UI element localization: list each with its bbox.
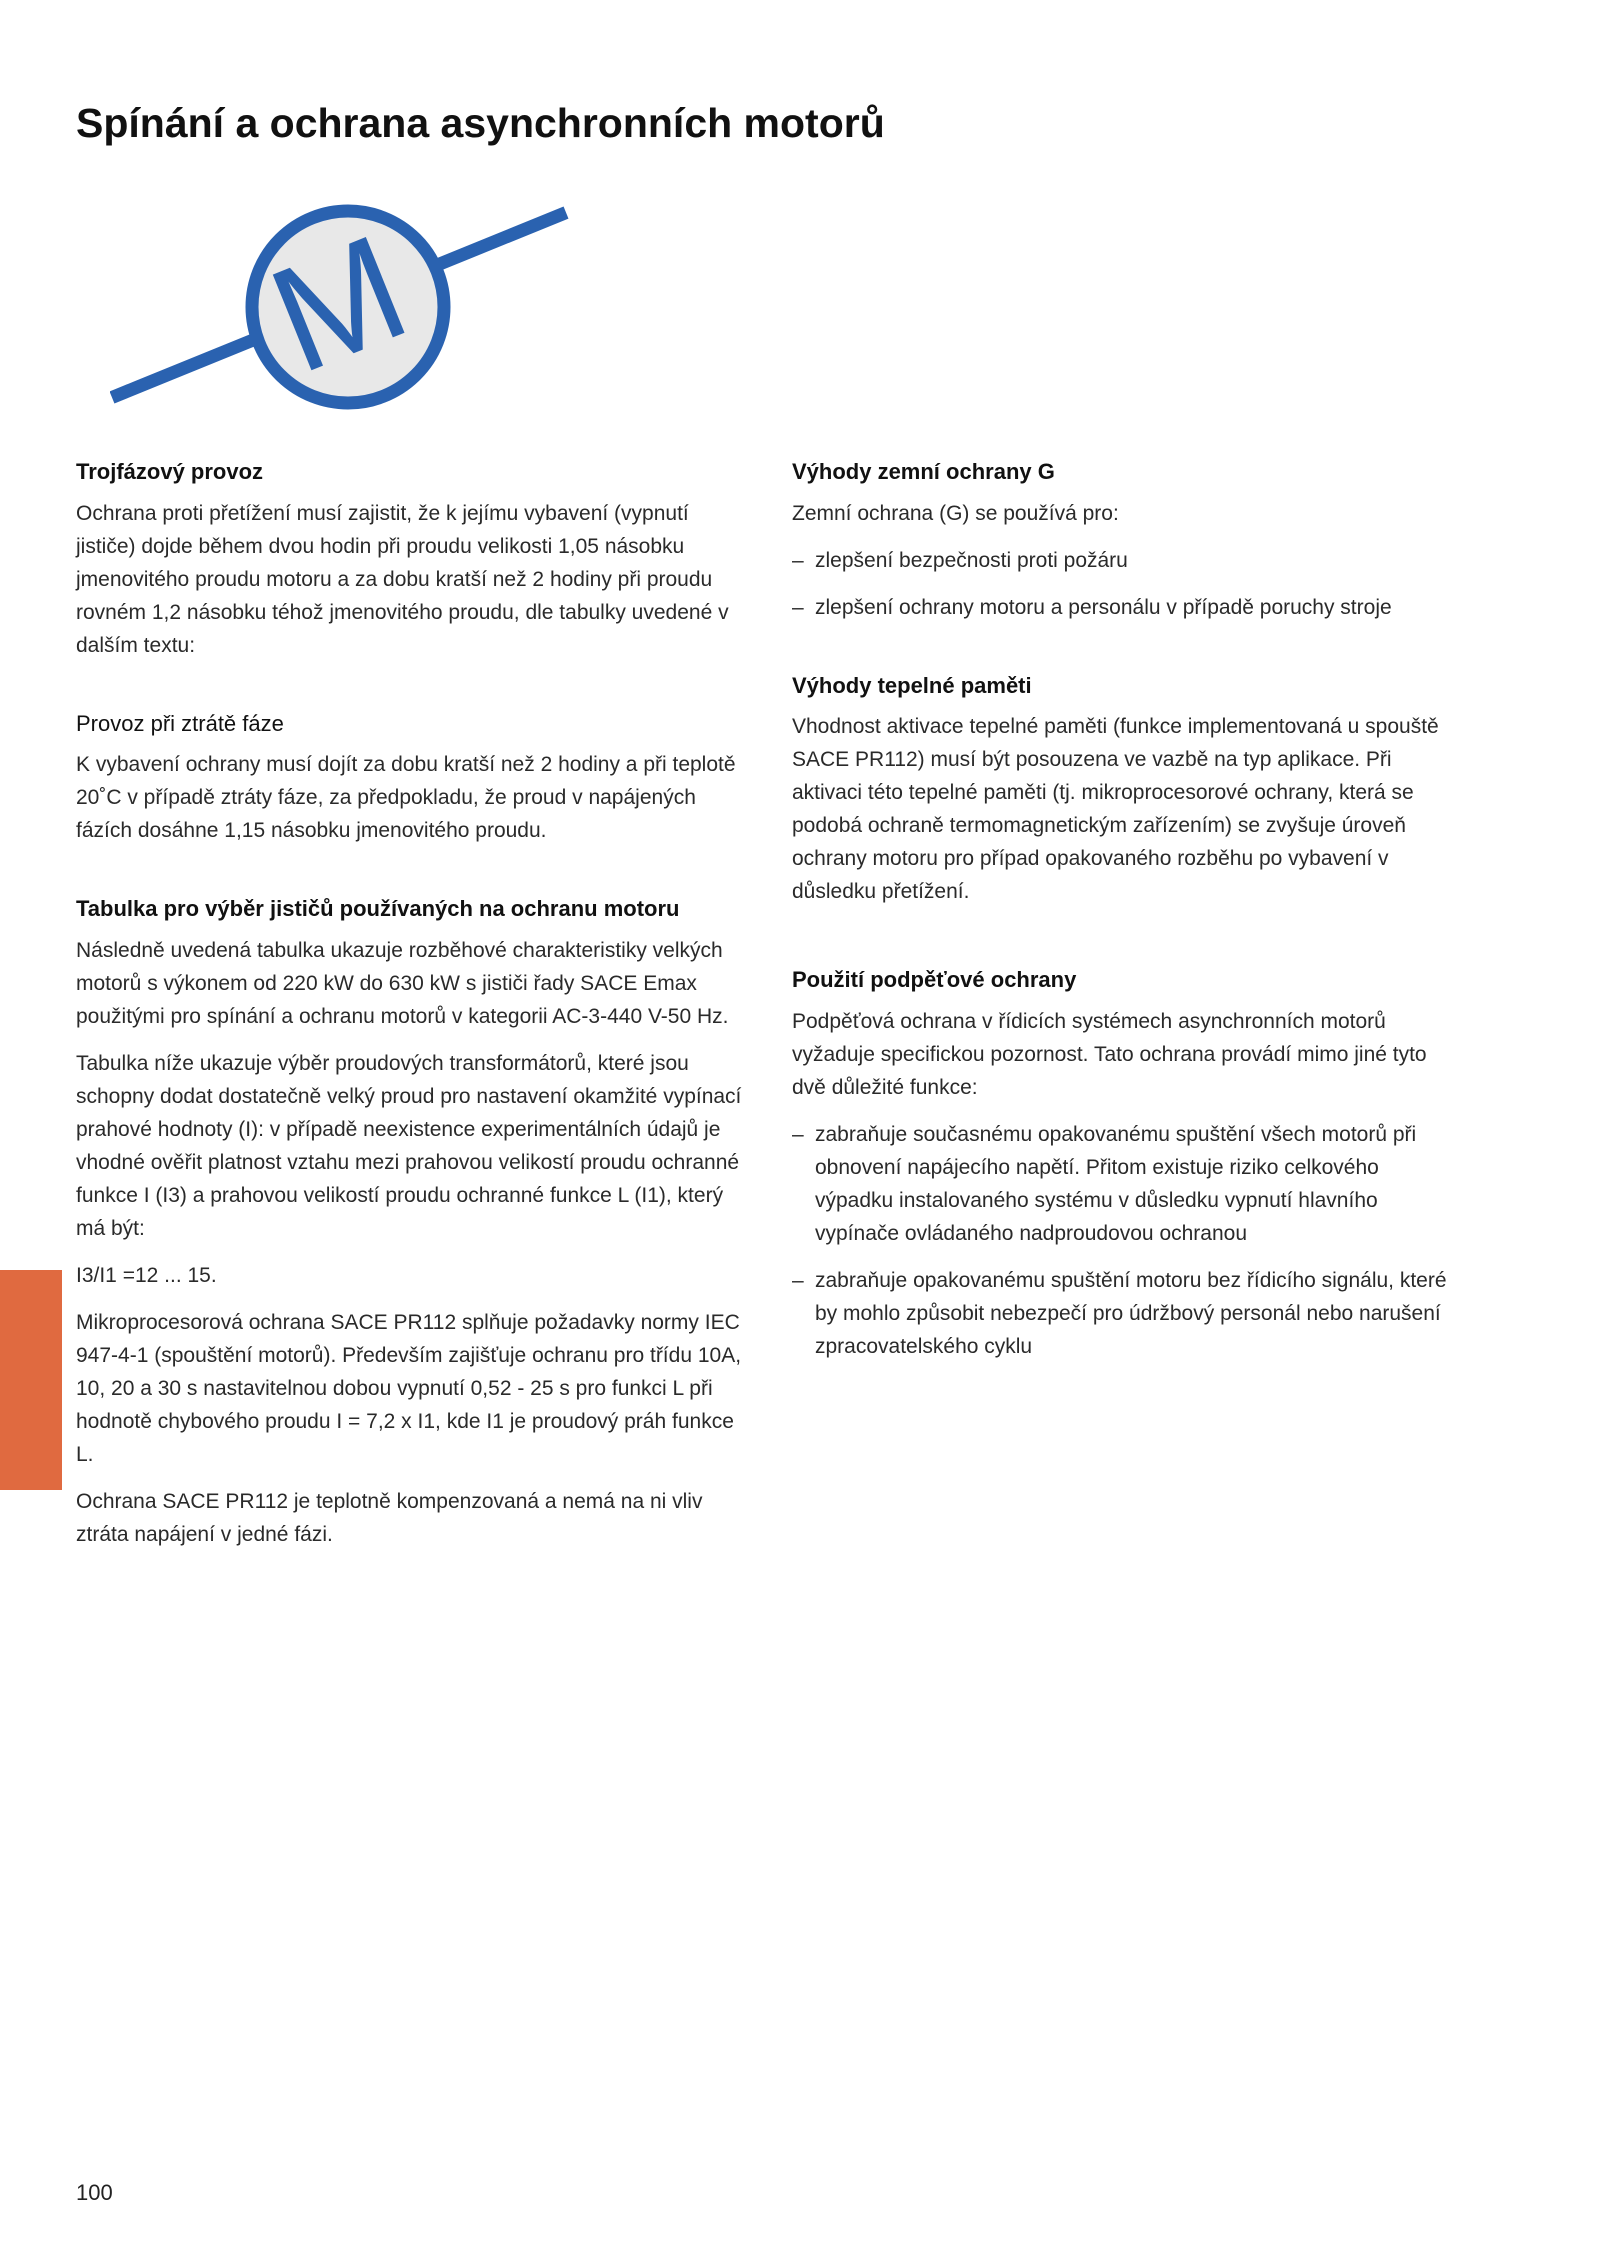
paragraph: Podpěťová ochrana v řídicích systémech asynchronních motorů vyžaduje specifickou pozornost. Tato ochrana provádí mimo jiné tyto dvě důležité funkce: <box>792 1009 1427 1099</box>
motor-symbol-icon <box>110 185 580 440</box>
page-title: Spínání a ochrana asynchronních motorů <box>76 100 885 146</box>
paragraph: Tabulka níže ukazuje výběr proudových transformátorů, které jsou schopny dodat dostatečně velký proud pro nastavení okamžité vypínací prahové hodnoty (I): v případě neexistence experimentálních údajů je vhodné ověřit platnost vztahu mezi prahovou velikostí proudu ochranné funkce I (I3) a prahovou velikostí proudu ochranné funkce L (I1), který má být: <box>76 1051 742 1240</box>
list-item: – zlepšení bezpečnosti proti požáru <box>792 544 1462 577</box>
section-three-phase <box>76 458 746 662</box>
list-item: – zabraňuje opakovanému spuštění motoru bez řídicího signálu, které by mohlo způsobit nebezpečí pro údržbový personál nebo narušení zpracovatelského cyklu <box>792 1264 1462 1363</box>
bullet-list <box>792 1118 1462 1363</box>
side-tab-marker <box>0 1270 62 1490</box>
section-heading: Výhody zemní ochrany G <box>792 459 1055 484</box>
paragraph: Mikroprocesorová ochrana SACE PR112 splňuje požadavky normy IEC 947-4-1 (spouštění motorů). Především zajišťuje ochranu pro třídu 10A, 10, 20 a 30 s nastavitelnou dobou vypnutí 0,52 - 25 s pro funkci L při hodnotě chybového proudu I = 7,2 x I1, kde I1 je proudový práh funkce L. <box>76 1310 742 1466</box>
paragraph: I3/I1 =12 ... 15. <box>76 1263 217 1287</box>
paragraph: K vybavení ochrany musí dojít za dobu kratší než 2 hodiny a při teplotě 20˚C v případě ztráty fáze, za předpokladu, že proud v napájených fázích dosáhne 1,15 násobku jmenovitého proudu. <box>76 753 736 843</box>
section-heading: Výhody tepelné paměti <box>792 672 1032 698</box>
motor-symbol-letter: M <box>249 202 428 405</box>
paragraph: Zemní ochrana (G) se používá pro: <box>792 501 1119 525</box>
section-heading: Použití podpěťové ochrany <box>792 967 1077 993</box>
list-item: – zabraňuje současnému opakovanému spuštění všech motorů při obnovení napájecího napětí. Přitom existuje riziko celkového výpadku instalovaného systému v důsledku vypnutí hlavního vypínače ovládaného nadproudovou ochranou <box>792 1118 1462 1250</box>
paragraph: Následně uvedená tabulka ukazuje rozběhové charakteristiky velkých motorů s výkonem od 220 kW do 630 kW s jističi řady SACE Emax použitými pro spínání a ochranu motorů v kategorii AC-3-440 V-50 Hz. <box>76 938 729 1028</box>
section-heading: Tabulka pro výběr jističů používaných na ochranu motoru <box>76 896 680 922</box>
page-number: 100 <box>76 2180 113 2205</box>
paragraph: Vhodnost aktivace tepelné paměti (funkce implementovaná u spouště SACE PR112) musí být posouzena ve vazbě na typ aplikace. Při aktivaci této tepelné paměti (tj. mikroprocesorové ochrany, která se podobá ochraně termomagnetickým zařízením) se zvyšuje úroveň ochrany motoru pro případ opakovaného rozběhu po vybavení v důsledku přetížení. <box>792 715 1439 904</box>
left-column <box>76 458 746 1565</box>
list-item: – zlepšení ochrany motoru a personálu v případě poruchy stroje <box>792 591 1462 624</box>
section-heading: Trojfázový provoz <box>76 459 264 484</box>
section-breaker-table <box>76 895 746 1551</box>
paragraph: Ochrana proti přetížení musí zajistit, že k jejímu vybavení (vypnutí jističe) dojde během dvou hodin při proudu velikosti 1,05 násobku jmenovitého proudu motoru a za dobu kratší než 2 hodiny při proudu rovném 1,2 násobku téhož jmenovitého proudu, dle tabulky uvedené v dalším textu: <box>76 501 729 657</box>
paragraph: Ochrana SACE PR112 je teplotně kompenzovaná a nemá na ni vliv ztráta napájení v jedné fázi. <box>76 1489 703 1546</box>
right-column <box>792 458 1462 1377</box>
bullet-list <box>792 544 1462 624</box>
section-heading: Provoz při ztrátě fáze <box>76 710 284 736</box>
section-ground-protection <box>792 458 1462 624</box>
section-phase-loss <box>76 710 746 848</box>
section-thermal-memory <box>792 672 1462 909</box>
section-undervoltage <box>792 966 1462 1363</box>
